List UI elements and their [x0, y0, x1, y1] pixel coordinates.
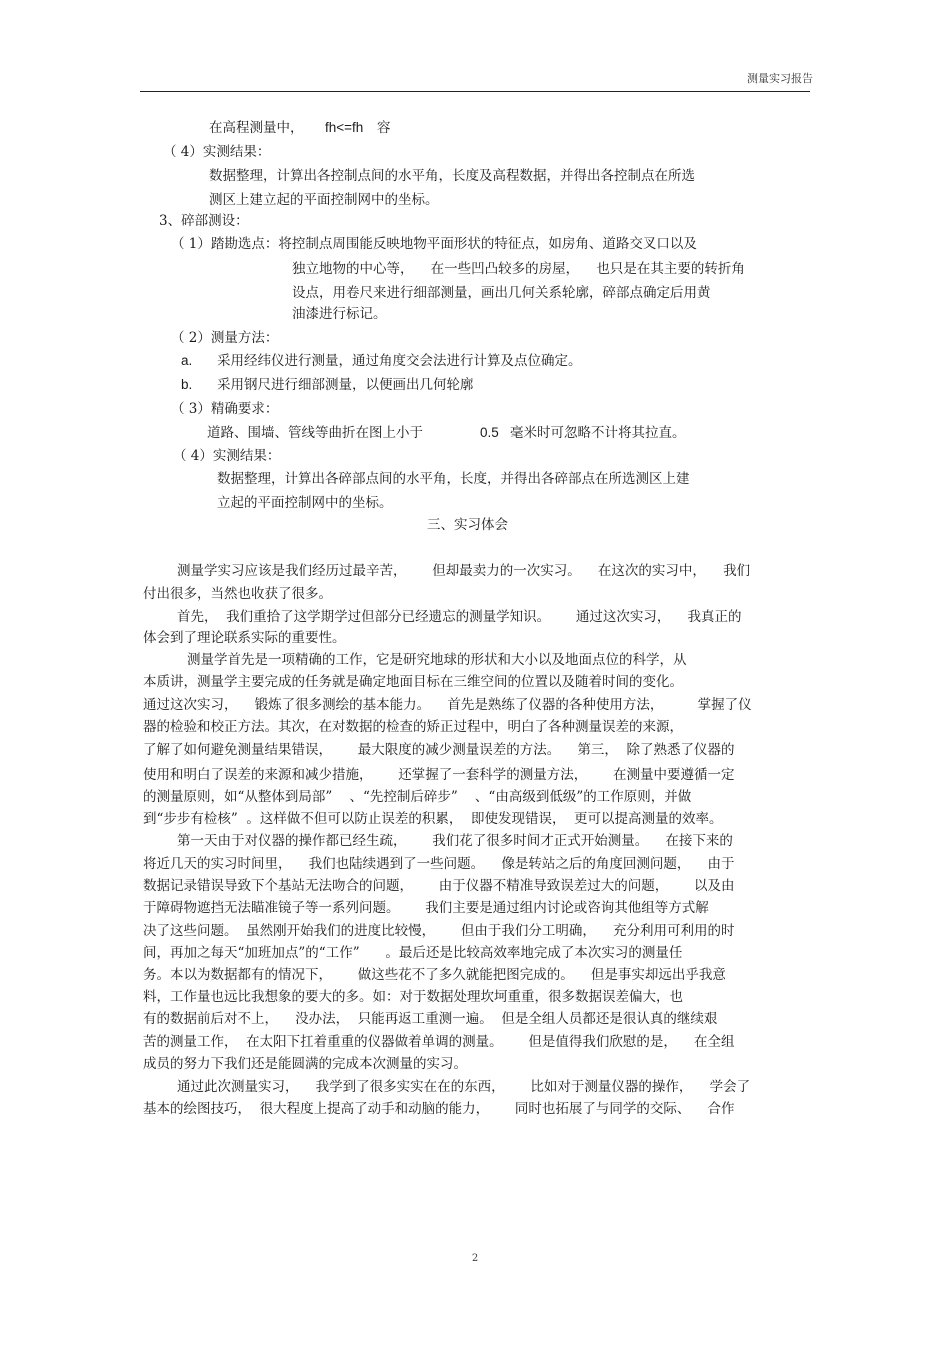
- paragraph-line: 基本的绘图技巧， 很大程度上提高了动手和动脑的能力， 同时也拓展了与同学的交际、 合作: [143, 1101, 735, 1117]
- paragraph-line: 成员的努力下我们还是能圆满的完成本次测量的实习。: [143, 1056, 467, 1072]
- text-line: 容: [377, 120, 391, 136]
- text-line: 独立地物的中心等， 在一些凹凸较多的房屋， 也只是在其主要的转折角: [292, 261, 745, 277]
- list-item: 采用经纬仪进行测量，通过角度交会法进行计算及点位确定。: [217, 353, 582, 369]
- paragraph-line: 到“步步有检核” 。这样做不但可以防止误差的积累， 即使发现错误， 更可以提高测量的效率。: [143, 811, 723, 827]
- paragraph-line: 本质讲，测量学主要完成的任务就是确定地面目标在三维空间的位置以及随着时间的变化。: [143, 674, 683, 690]
- text-line: 道路、围墙、管线等曲折在图上小于: [207, 425, 423, 441]
- text-line: 0.5: [480, 425, 499, 440]
- paragraph-line: 器的检验和校正方法。其次，在对数据的检查的矫正过程中，明白了各种测量误差的来源，: [143, 719, 683, 735]
- paragraph-line: 使用和明白了误差的来源和减少措施， 还掌握了一套科学的测量方法， 在测量中要遵循一定: [143, 767, 735, 783]
- text-line: 数据整理，计算出各控制点间的水平角，长度及高程数据，并得出各控制点在所选: [209, 168, 695, 184]
- section-heading: 3、碎部测设：: [159, 213, 249, 229]
- paragraph-line: 务。本以为数据都有的情况下， 做这些花不了多久就能把图完成的。 但是事实却远出乎我意: [143, 967, 726, 983]
- text-line: fh<=fh: [325, 120, 364, 135]
- text-line: 在高程测量中，: [209, 120, 304, 136]
- list-marker: a.: [181, 353, 193, 368]
- text-line: 测区上建立起的平面控制网中的坐标。: [209, 192, 439, 208]
- paragraph-line: 将近几天的实习时间里， 我们也陆续遇到了一些问题。 像是转站之后的角度回测问题， 由于: [143, 856, 735, 872]
- text-line: 数据整理，计算出各碎部点间的水平角，长度，并得出各碎部点在所选测区上建: [217, 471, 690, 487]
- paragraph-line: 苦的测量工作， 在太阳下扛着重重的仪器做着单调的测量。 但是值得我们欣慰的是， 在全组: [143, 1034, 735, 1050]
- paragraph-line: 的测量原则，如“从整体到局部” 、“先控制后碎步” 、“由高级到低级”的工作原则，并做: [143, 789, 692, 805]
- text-line: 立起的平面控制网中的坐标。: [217, 495, 393, 511]
- subheading: （ 3）精确要求：: [171, 401, 279, 417]
- paragraph-line: 首先， 我们重拾了这学期学过但部分已经遗忘的测量学知识。 通过这次实习， 我真正的: [177, 609, 742, 625]
- list-marker: b.: [181, 377, 193, 392]
- text-line: 油漆进行标记。: [292, 306, 387, 322]
- paragraph-line: 数据记录错误导致下个基站无法吻合的问题， 由于仪器不精准导致误差过大的问题， 以及由: [143, 878, 735, 894]
- paragraph-line: 有的数据前后对不上， 没办法， 只能再返工重测一遍。 但是全组人员都还是很认真的继续艰: [143, 1011, 718, 1027]
- paragraph-line: 料，工作量也远比我想象的要大的多。如：对于数据处理坎坷重重，很多数据误差偏大，也: [143, 989, 683, 1005]
- paragraph-line: 于障碍物遮挡无法瞄准镜子等一系列问题。 我们主要是通过组内讨论或咨询其他组等方式解: [143, 900, 709, 916]
- page-number: 2: [471, 1253, 479, 1264]
- header-rule: [140, 91, 810, 92]
- list-item: 采用钢尺进行细部测量，以便画出几何轮廓: [217, 377, 474, 393]
- text-line: 设点，用卷尺来进行细部测量，画出几何关系轮廓，碎部点确定后用黄: [292, 285, 711, 301]
- subheading: （ 2）测量方法：: [171, 330, 279, 346]
- subheading: （ 4）实测结果：: [173, 448, 281, 464]
- paragraph-line: 测量学首先是一项精确的工作，它是研究地球的形状和大小以及地面点位的科学，从: [187, 652, 687, 668]
- section-title: 三、实习体会: [427, 517, 508, 533]
- paragraph-line: 通过这次实习， 锻炼了很多测绘的基本能力。 首先是熟练了仪器的各种使用方法， 掌握了仪: [143, 697, 752, 713]
- paragraph-line: 通过此次测量实习， 我学到了很多实实在在的东西， 比如对于测量仪器的操作， 学会了: [177, 1079, 751, 1095]
- paragraph-line: 体会到了理论联系实际的重要性。: [143, 630, 346, 646]
- paragraph-line: 间，再加之每天“加班加点”的“工作” 。最后还是比较高效率地完成了本次实习的测量任: [143, 945, 683, 961]
- paragraph-line: 了解了如何避免测量结果错误， 最大限度的减少测量误差的方法。 第三， 除了熟悉了仪器的: [143, 742, 735, 758]
- paragraph-line: 决了这些问题。 虽然刚开始我们的进度比较慢， 但由于我们分工明确， 充分利用可利用的时: [143, 923, 735, 939]
- subheading: （ 1）踏勘选点：将控制点周围能反映地物平面形状的特征点，如房角、道路交叉口以及: [171, 236, 697, 252]
- paragraph-line: 付出很多，当然也收获了很多。: [143, 586, 332, 602]
- running-header: 测量实习报告: [747, 72, 813, 85]
- paragraph-line: 第一天由于对仪器的操作都已经生疏， 我们花了很多时间才正式开始测量。 在接下来的: [177, 833, 733, 849]
- text-line: 毫米时可忽略不计将其拉直。: [510, 425, 686, 441]
- subheading: （ 4）实测结果：: [163, 144, 271, 160]
- paragraph-line: 测量学实习应该是我们经历过最辛苦， 但却最卖力的一次实习。 在这次的实习中， 我们: [177, 563, 751, 579]
